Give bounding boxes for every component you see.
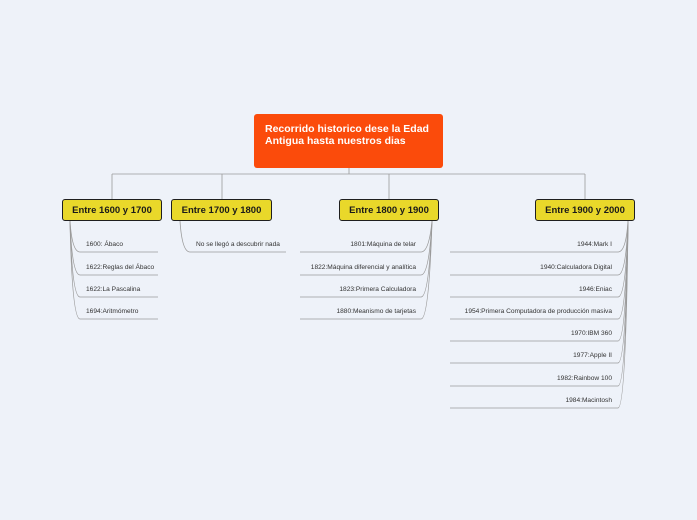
leaf-topic[interactable]: No se llegó a descubrir nada [196, 241, 280, 248]
leaf-topic[interactable]: 1940:Calculadora Digital [540, 264, 612, 271]
leaf-topic[interactable]: 1880:Meanismo de tarjetas [336, 308, 416, 315]
leaf-topic[interactable]: 1822:Máquina diferencial y analítica [310, 264, 416, 271]
leaf-topic[interactable]: 1823:Primera Calculadora [339, 286, 416, 293]
leaf-topic[interactable]: 1600: Ábaco [86, 241, 124, 248]
branch-label: Entre 1900 y 2000 [545, 204, 625, 216]
leaf-connector [450, 221, 628, 341]
central-topic[interactable] [254, 114, 443, 168]
leaf-topic[interactable]: 1982:Rainbow 100 [557, 375, 612, 382]
branch-1800-1900[interactable] [339, 199, 439, 221]
branch-1700-1800[interactable] [171, 199, 272, 221]
leaf-topic[interactable]: 1622:Reglas del Ábaco [86, 264, 155, 271]
leaf-topic[interactable]: 1801:Máquina de telar [350, 241, 416, 248]
leaf-topic[interactable]: 1984:Macintosh [565, 397, 612, 404]
branch-label: Entre 1600 y 1700 [72, 204, 152, 216]
branch-label: Entre 1700 y 1800 [181, 204, 262, 216]
branch-label: Entre 1800 y 1900 [349, 204, 429, 216]
leaf-topic[interactable]: 1946:Eniac [579, 286, 612, 293]
leaf-topic[interactable]: 1977:Apple II [573, 352, 612, 359]
leaf-topic[interactable]: 1694:Aritmómetro [86, 308, 139, 315]
leaf-topic[interactable]: 1954:Primera Computadora de producción masiva [464, 308, 612, 315]
branch-1600-1700[interactable] [62, 199, 162, 221]
leaf-topic[interactable]: 1622:La Pascalina [86, 286, 141, 293]
leaf-topic[interactable]: 1944:Mark I [577, 241, 612, 248]
leaf-topic[interactable]: 1970:IBM 360 [570, 330, 612, 337]
branch-1900-2000[interactable] [535, 199, 635, 221]
central-topic-label: Recorrido historico dese la Edad Antigua hasta nuestros dias [265, 123, 429, 147]
